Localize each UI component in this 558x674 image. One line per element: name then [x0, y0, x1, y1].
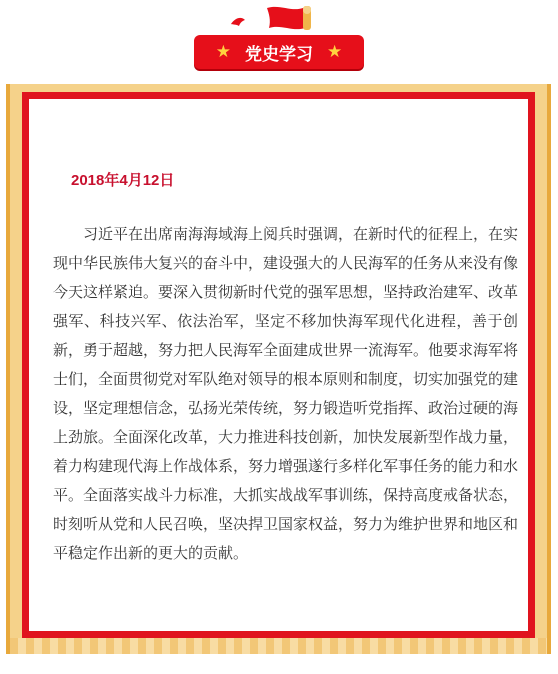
star-icon: ★	[215, 42, 231, 62]
section-title: 党史学习	[245, 44, 313, 65]
article-card	[22, 92, 535, 638]
frame-pattern	[10, 638, 547, 654]
decorative-frame	[6, 84, 551, 654]
dove-icon	[231, 18, 245, 26]
article-date: 2018年4月12日	[71, 172, 175, 189]
star-icon: ★	[327, 42, 343, 62]
dove-flag-emblem-icon	[225, 2, 325, 34]
article-body: 习近平在出席南海海域海上阅兵时强调，在新时代的征程上，在实现中华民族伟大复兴的奋斗中，建设强大的人民海军的任务从来没有像今天这样紧迫。要深入贯彻新时代党的强军思想，坚持政治建军、改革强军、科技兴军、依法治军，坚定不移加快海军现代化进程，善于创新，勇于超越，努力把人民海军全面建成世界一流海军。他要求海军将士们，全面贯彻党对军队绝对领导的根本原则和制度，切实加强党的建设，坚定理想信念，弘扬光荣传统，努力锻造听党指挥、政治过硬的海上劲旅。全面深化改革，大力推进科技创新，加快发展新型作战力量，着力构建现代海上作战体系，努力增强遂行多样化军事任务的能力和水平。全面落实战斗力标准，大抓实战战军事训练，保持高度戒备状态，时刻听从党和人民召唤，坚决捍卫国家权益，努力为维护世界和地区和平稳定作出新的更大的贡献。	[53, 225, 519, 562]
flag-icon	[267, 7, 308, 29]
article-content	[53, 169, 518, 568]
section-title-badge	[194, 35, 364, 69]
